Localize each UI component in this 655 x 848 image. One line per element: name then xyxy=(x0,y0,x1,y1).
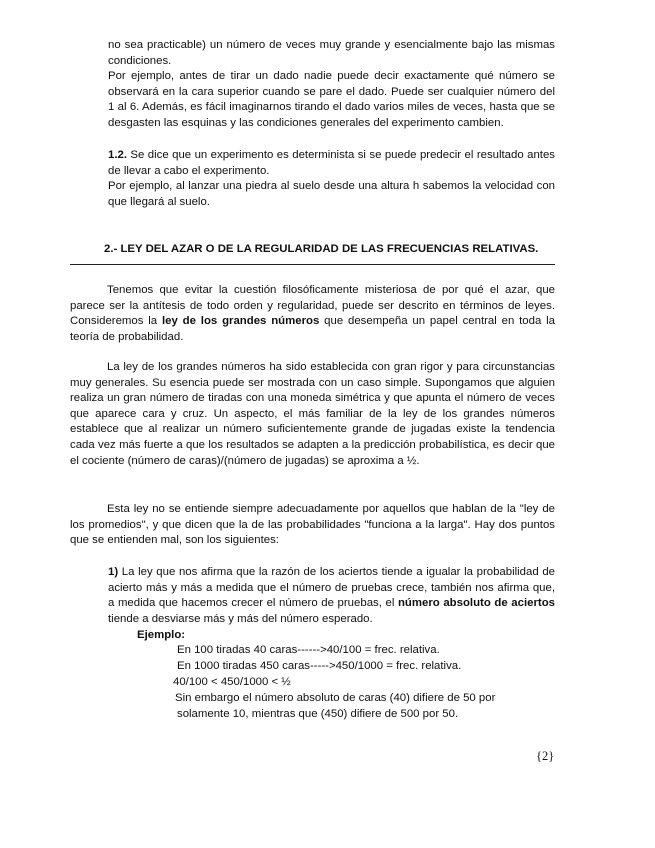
intro-continuation: no sea practicable) un número de veces muy grande y esencialmente bajo las mismas condiciones. xyxy=(108,39,555,67)
point-1-label: 1) xyxy=(108,566,119,578)
averages-paragraph: Esta ley no se entiende siempre adecuadamente por aquellos que hablan de la "ley de los promedios", y que dicen que la de las probabilidades "funciona a la larga". Hay dos puntos que se entienden mal, son los siguientes: xyxy=(70,503,555,547)
heading-underline xyxy=(70,264,555,265)
example-line-1: En 100 tiradas 40 caras------>40/100 = frec. relativa. xyxy=(177,644,440,656)
large-numbers-paragraph: La ley de los grandes números ha sido establecida con gran rigor y para circunstancias muy generales. Su esencia puede ser mostrada con un caso simple. Supongamos que alguien realiza un gran número de tiradas con una moneda simétrica y que apunta el número de veces que aparece cara y cruz. Un aspecto, el más familiar de la ley de los grandes números establece que al realizar un número suficientemente grande de jugadas existe la tendencia cada vez más fuerte a que los resultados se adapten a la predicción probabilística, es decir que el cociente (número de caras)/(número de jugadas) se aproxima a ½. xyxy=(70,361,555,467)
section-2-heading: 2.- LEY DEL AZAR O DE LA REGULARIDAD DE LAS FRECUENCIAS RELATIVAS. xyxy=(104,243,539,255)
stone-example-paragraph: Por ejemplo, al lanzar una piedra al suelo desde una altura h sabemos la velocidad con que llegará al suelo. xyxy=(108,180,555,208)
example-line-4: Sin embargo el número absoluto de caras (40) difiere de 50 por xyxy=(175,692,496,704)
point-1-block xyxy=(108,565,555,627)
intro-block xyxy=(108,38,555,132)
absolute-hits-term: número absoluto de aciertos xyxy=(397,597,555,610)
chance-paragraph xyxy=(70,283,555,345)
example-label: Ejemplo: xyxy=(137,629,186,641)
example-line-5: solamente 10, mientras que (450) difiere de 500 por 50. xyxy=(177,708,459,720)
dice-example-paragraph: Por ejemplo, antes de tirar un dado nadie puede decir exactamente qué número se observará en la cara superior cuando se pare el dado. Puede ser cualquier número del 1 al 6. Además, es fácil imaginarnos tirando el dado varios miles de veces, hasta que se desgasten las esquinas y las condiciones generales del experimento cambien. xyxy=(108,70,555,129)
chance-text-b: que desempeña un papel central en toda la teoría de probabilidad. xyxy=(70,315,555,343)
page-number: {2} xyxy=(536,749,555,763)
point-1-text-b: tiende a desviarse más y más del número esperado. xyxy=(108,612,373,625)
section-1-2-label: 1.2. xyxy=(108,149,127,161)
section-1-2 xyxy=(108,148,555,210)
law-of-large-numbers-term: ley de los grandes números xyxy=(161,315,320,328)
determinist-definition xyxy=(108,148,555,179)
point-1-text-a: La ley que nos afirma que la razón de los aciertos tiende a igualar la probabilidad de acierto más y más a medida que el número de pruebas crece, también nos afirma que, a medida que hacemos crecer el número de pruebas, el xyxy=(108,566,555,610)
example-line-3: 40/100 < 450/1000 < ½ xyxy=(173,676,291,688)
example-line-2: En 1000 tiradas 450 caras----->450/1000 = frec. relativa. xyxy=(177,660,462,672)
chance-text-a: Tenemos que evitar la cuestión filosóficamente misteriosa de por qué el azar, que parece ser la antítesis de todo orden y regularidad, puede ser descrito en términos de leyes. Consideremos la xyxy=(70,284,555,328)
determinist-text: Se dice que un experimento es determinista si se puede predecir el resultado antes de llevar a cabo el experimento. xyxy=(108,149,555,177)
